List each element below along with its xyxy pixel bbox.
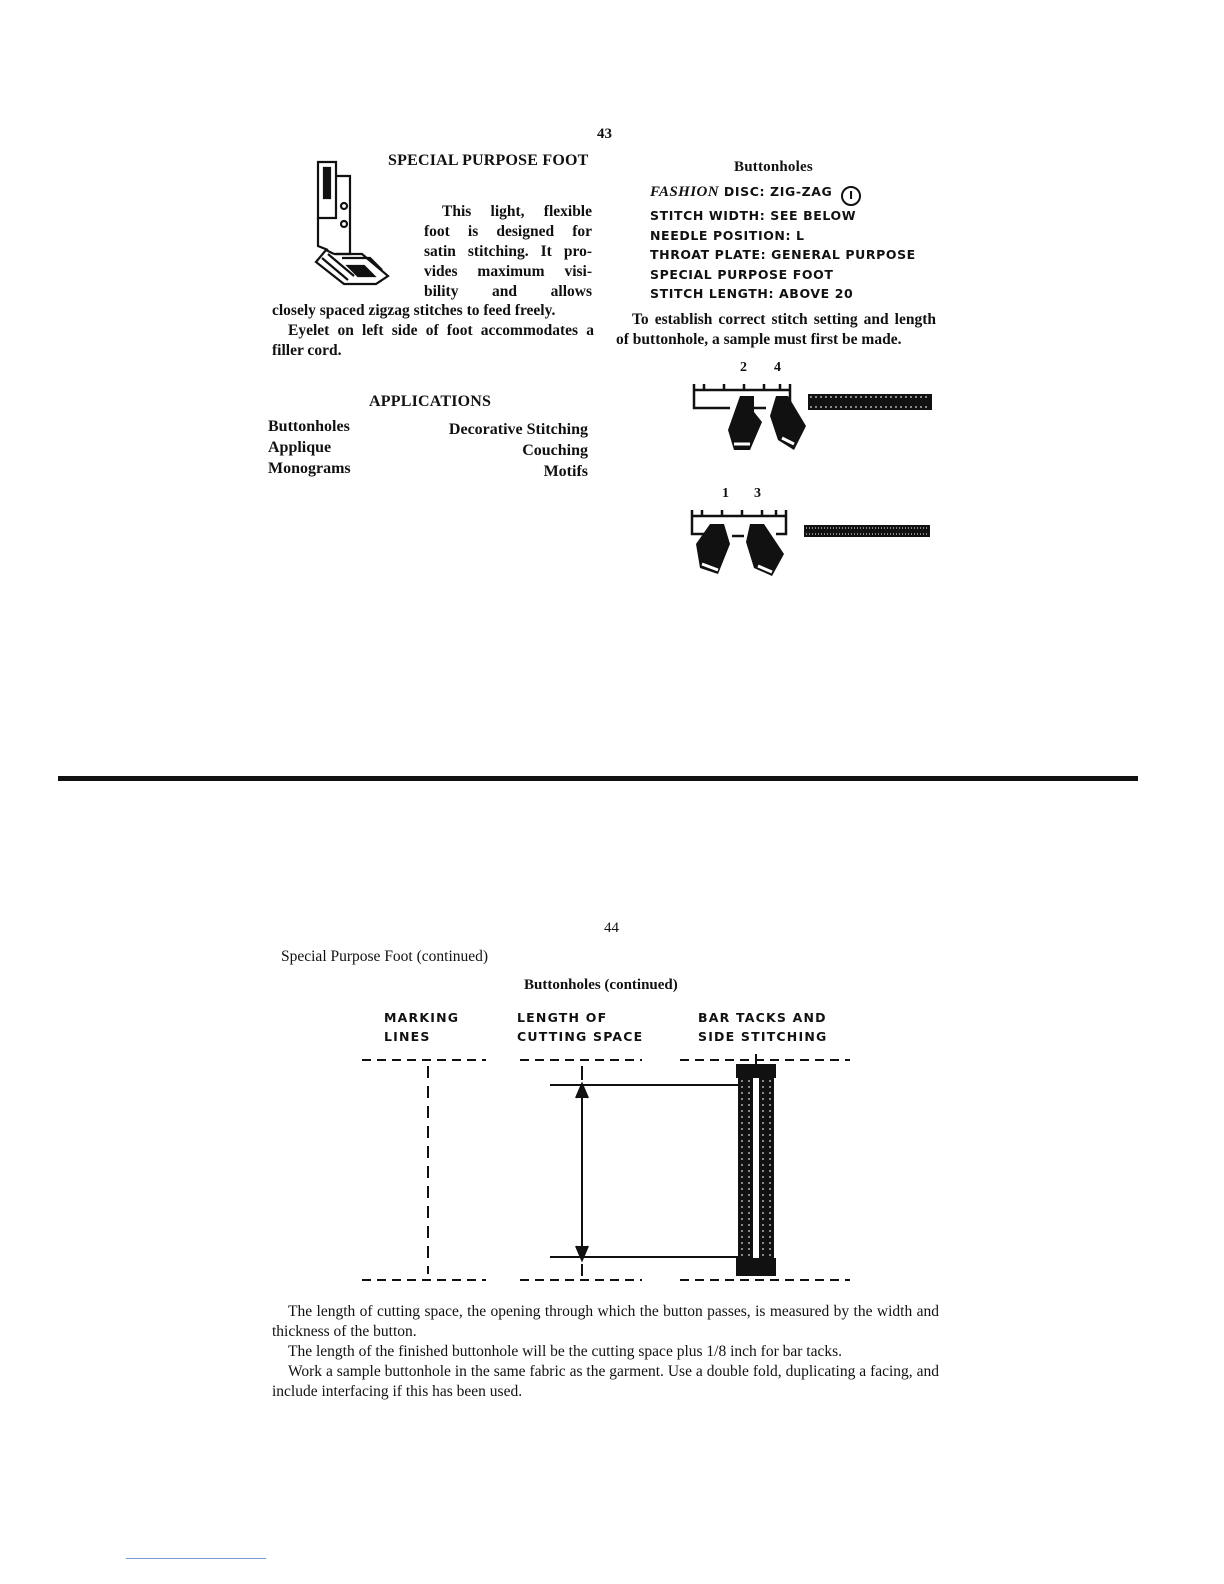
intro-line: vides maximum visi- [424,263,592,280]
application-item: Monograms [268,460,351,477]
dial1-number: 2 [740,360,747,375]
page-divider [58,776,1138,781]
machine-settings-list [650,182,916,304]
intro-line: bility and allows [424,283,592,300]
top-bar-tack [736,1064,776,1078]
column-header-line: MARKING [384,1010,460,1025]
spec-line: STITCH WIDTH: SEE BELOW [650,208,857,223]
intro-line: satin stitching. It pro- [424,243,592,260]
column-header-line: SIDE STITCHING [698,1029,828,1044]
application-item: Motifs [543,463,588,480]
footer-rule [126,1558,266,1559]
spec-line: NEEDLE POSITION: L [650,227,805,243]
section-title-special-purpose-foot: SPECIAL PURPOSE FOOT [388,152,589,169]
disc-label: DISC: ZIG-ZAG [723,184,833,199]
intro-continued-line: closely spaced zigzag stitches to feed freely. [272,302,556,319]
application-item: Couching [522,442,588,459]
fashion-disc-setting [650,182,916,206]
application-item: Decorative Stitching [448,421,588,438]
intro-line: foot is designed for [424,223,592,240]
page44-body-text [272,1302,939,1402]
dial2-number: 1 [722,486,729,501]
column-header-bar-tacks [698,1008,827,1046]
buttonholes-title: Buttonholes [734,159,813,175]
buttonholes-intro-text: To establish correct stitch setting and length of buttonhole, a sample must first be made. [616,311,936,348]
application-item: Applique [268,439,332,456]
intro-line: This light, flexible [442,203,592,220]
intro-paragraph-indented [424,202,592,302]
spec-line: THROAT PLATE: GENERAL PURPOSE [650,247,916,263]
column-header-line: LINES [384,1029,431,1044]
page-number-44: 44 [604,920,619,936]
page44-heading: Special Purpose Foot (continued) [281,948,489,965]
special-purpose-foot-illustration [304,158,396,290]
fashion-label: FASHION [650,184,719,200]
column-header-line: LENGTH OF [517,1010,608,1025]
eyelet-paragraph: Eyelet on left side of foot accommodates a filler cord. [272,322,594,359]
disc-symbol-icon: I [841,186,861,206]
applications-list-left [268,416,351,479]
right-side-stitching [759,1078,774,1258]
applications-title: APPLICATIONS [369,393,492,410]
column-header-marking-lines [384,1008,459,1046]
column-header-line: BAR TACKS AND [698,1010,827,1025]
spec-line: STITCH LENGTH: ABOVE 20 [650,286,854,302]
applications-list-right [420,419,588,482]
stitch-width-dial-setting-2-illustration [688,504,938,588]
page44-subheading: Buttonholes (continued) [524,977,678,993]
page-number-43: 43 [597,126,612,142]
spec-line: SPECIAL PURPOSE FOOT [650,266,834,282]
body-paragraph: Work a sample buttonhole in the same fabric as the garment. Use a double fold, duplicating a facing, and include interfacing if this has been used. [272,1363,939,1400]
left-side-stitching [738,1078,753,1258]
column-header-cutting-space [517,1008,643,1046]
application-item: Buttonholes [268,418,350,435]
column-header-line: CUTTING SPACE [517,1029,644,1044]
body-paragraph: The length of the finished buttonhole will be the cutting space plus 1/8 inch for bar tacks. [288,1343,842,1360]
intro-paragraph-continued [272,301,594,361]
dial2-number: 3 [754,486,761,501]
bottom-bar-tack [736,1258,776,1276]
buttonholes-intro-paragraph [616,310,936,350]
buttonhole-marking-diagram [350,1050,860,1290]
stitch-width-dial-setting-1-illustration [690,378,940,462]
body-paragraph: The length of cutting space, the opening through which the button passes, is measured by the width and thickness of the button. [272,1303,939,1340]
dial1-number: 4 [774,360,781,375]
